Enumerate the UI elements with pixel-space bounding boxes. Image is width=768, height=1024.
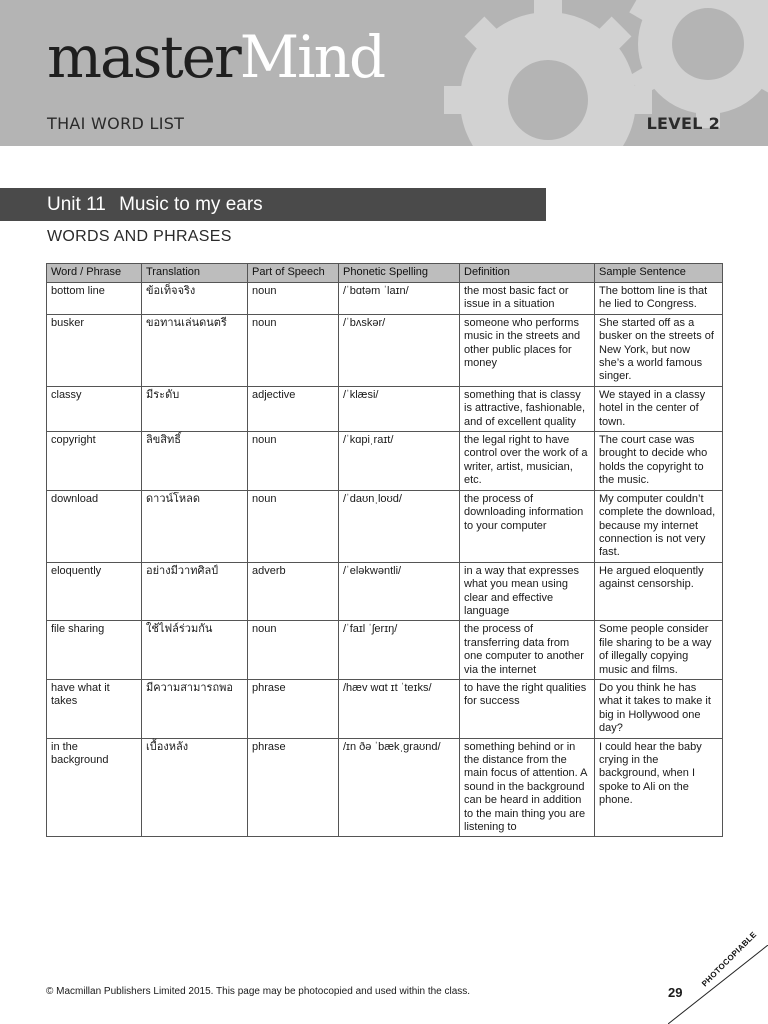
unit-number: Unit 11 [47,194,106,215]
column-header-word: Word / Phrase [47,264,142,283]
cell-word: bottom line [47,283,142,315]
word-list-table [46,263,723,837]
page-number: 29 [668,985,683,1000]
cell-part-of-speech: phrase [248,679,339,738]
cell-translation: ข้อเท็จจริง [142,283,248,315]
cell-part-of-speech: noun [248,314,339,386]
cell-word: file sharing [47,621,142,680]
cell-word: download [47,490,142,562]
table-row [47,490,723,562]
cell-phonetic: /ˈfaɪl ˈʃerɪŋ/ [339,621,460,680]
column-header-definition: Definition [460,264,595,283]
unit-title: Music to my ears [119,194,263,215]
cell-definition: the process of downloading information to your computer [460,490,595,562]
cell-definition: to have the right qualities for success [460,679,595,738]
unit-heading [0,188,546,221]
cell-definition: the most basic fact or issue in a situation [460,283,595,315]
table-row [47,679,723,738]
column-header-sample: Sample Sentence [595,264,723,283]
cell-translation: ดาวน์โหลด [142,490,248,562]
cell-sample: I could hear the baby crying in the background, when I spoke to Ali on the phone. [595,738,723,837]
cell-phonetic: /ɪn ðə ˈbækˌgraʊnd/ [339,738,460,837]
section-title: WORDS AND PHRASES [47,228,232,245]
cell-translation: ใช้ไฟล์ร่วมกัน [142,621,248,680]
brand-logo [47,23,385,91]
table-row [47,621,723,680]
cell-word: eloquently [47,562,142,621]
table-row [47,386,723,431]
cell-phonetic: /ˈklæsi/ [339,386,460,431]
cell-translation: ลิขสิทธิ์ [142,432,248,491]
cell-phonetic: /hæv wɑt ɪt ˈteɪks/ [339,679,460,738]
cell-definition: someone who performs music in the streets and other public places for money [460,314,595,386]
cell-sample: The court case was brought to decide who holds the copyright to the music. [595,432,723,491]
cell-part-of-speech: noun [248,283,339,315]
column-header-part-of-speech: Part of Speech [248,264,339,283]
cell-translation: มีความสามารถพอ [142,679,248,738]
cell-part-of-speech: noun [248,621,339,680]
cell-part-of-speech: adverb [248,562,339,621]
table-row [47,562,723,621]
document-subtitle: THAI WORD LIST [47,114,185,133]
cell-part-of-speech: phrase [248,738,339,837]
cell-sample: Do you think he has what it takes to make it big in Hollywood one day? [595,679,723,738]
cell-word: busker [47,314,142,386]
cell-definition: the process of transferring data from one computer to another via the internet [460,621,595,680]
cell-translation: เบื้องหลัง [142,738,248,837]
table-header-row [47,264,723,283]
table-row [47,738,723,837]
cell-part-of-speech: noun [248,490,339,562]
cell-sample: Some people consider file sharing to be a way of illegally copying music and films. [595,621,723,680]
cell-phonetic: /ˈeləkwəntli/ [339,562,460,621]
cell-definition: something behind or in the distance from the main focus of attention. A sound in the background can be heard in addition to the main thing you are listening to [460,738,595,837]
header-banner [0,0,768,146]
cell-part-of-speech: adjective [248,386,339,431]
cell-definition: in a way that expresses what you mean using clear and effective language [460,562,595,621]
cell-translation: อย่างมีวาทศิลป์ [142,562,248,621]
cell-sample: We stayed in a classy hotel in the center of town. [595,386,723,431]
table-row [47,283,723,315]
copyright-notice: © Macmillan Publishers Limited 2015. This page may be photocopied and used within the class. [46,986,471,997]
cell-translation: มีระดับ [142,386,248,431]
cell-sample: He argued eloquently against censorship. [595,562,723,621]
cell-definition: the legal right to have control over the work of a writer, artist, musician, etc. [460,432,595,491]
cell-word: have what it takes [47,679,142,738]
cell-definition: something that is classy is attractive, fashionable, and of excellent quality [460,386,595,431]
page-corner-icon [668,945,768,1024]
cell-sample: She started off as a busker on the streets of New York, but now she’s a world famous singer. [595,314,723,386]
cell-word: in the background [47,738,142,837]
cell-phonetic: /ˈbʌskər/ [339,314,460,386]
column-header-phonetic: Phonetic Spelling [339,264,460,283]
cell-phonetic: /ˈdaʊnˌloʊd/ [339,490,460,562]
photocopiable-stamp: PHOTOCOPIABLE [700,929,759,989]
cell-phonetic: /ˈbɑtəm ˈlaɪn/ [339,283,460,315]
cell-translation: ขอทานเล่นดนตรี [142,314,248,386]
cell-word: classy [47,386,142,431]
table-row [47,314,723,386]
brand-logo-master: master [47,23,240,91]
cell-word: copyright [47,432,142,491]
cell-part-of-speech: noun [248,432,339,491]
cell-sample: The bottom line is that he lied to Congress. [595,283,723,315]
table-row [47,432,723,491]
brand-logo-mind: Mind [239,23,385,91]
cell-phonetic: /ˈkɑpiˌraɪt/ [339,432,460,491]
level-label: LEVEL 2 [646,114,720,133]
column-header-translation: Translation [142,264,248,283]
cell-sample: My computer couldn’t complete the download, because my internet connection is not very fast. [595,490,723,562]
